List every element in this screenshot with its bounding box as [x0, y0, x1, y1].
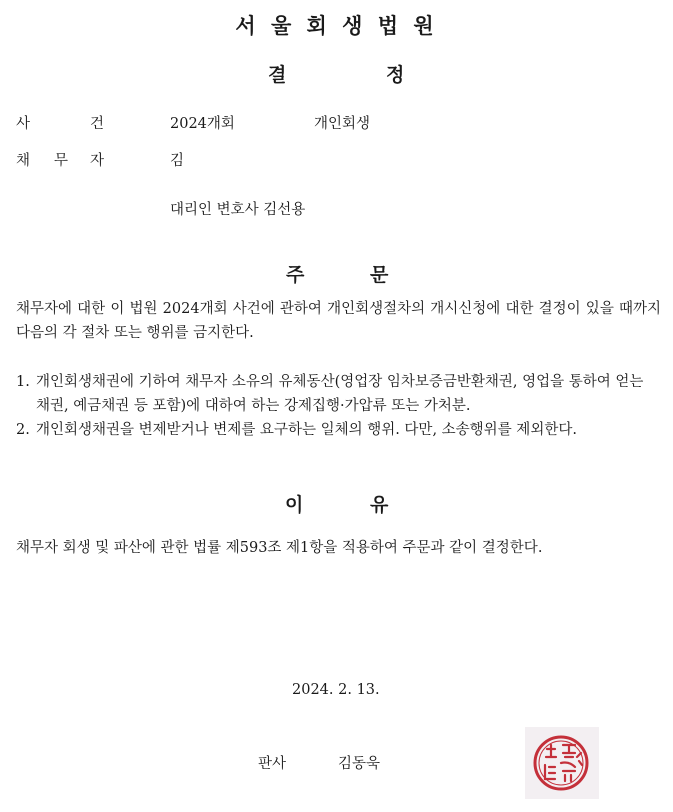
doc-type-char-1: 결	[268, 64, 287, 86]
reason-text: 채무자 회생 및 파산에 관한 법률 제593조 제1항을 적용하여 주문과 같이 결정한다.	[16, 540, 543, 556]
order-intro-text: 채무자에 대한 이 법원 2024개회 사건에 관하여 개인회생절차의 개시신청에 대한 결정이 있을 때까지 다음의 각 절차 또는 행위를 금지한다.	[16, 301, 661, 341]
judge-title: 판사	[258, 756, 287, 772]
order-item-number: 1.	[16, 374, 30, 390]
debtor-label-char-3: 자	[90, 153, 105, 169]
case-label-char-1: 사	[16, 116, 31, 132]
decision-date: 2024. 2. 13.	[292, 682, 380, 698]
case-name: 개인회생	[314, 116, 371, 132]
order-heading-char-1: 주	[286, 264, 305, 286]
doc-type-char-2: 정	[386, 64, 405, 86]
seal-icon	[525, 727, 599, 799]
court-name: 서 울 회 생 법 원	[235, 14, 438, 38]
order-heading-char-2: 문	[370, 264, 389, 286]
order-item	[16, 418, 661, 442]
judge-seal-stamp	[525, 727, 599, 799]
order-item	[16, 370, 661, 418]
order-item-text: 개인회생채권을 변제받거나 변제를 요구하는 일체의 행위. 다만, 소송행위를 제외한다.	[36, 422, 577, 438]
order-item-list	[16, 370, 661, 442]
order-item-text: 개인회생채권에 기하여 채무자 소유의 유체동산(영업장 임차보증금반환채권, 영업을 통하여 얻는 채권, 예금채권 등 포함)에 대하여 하는 강제집행·가압류 또는 가처분.	[36, 374, 644, 414]
case-number: 2024개회	[170, 116, 235, 132]
order-item-number: 2.	[16, 422, 30, 438]
reason-heading-char-1: 이	[285, 494, 304, 516]
debtor-label-char-2: 무	[54, 153, 69, 169]
debtor-label-char-1: 채	[16, 153, 31, 169]
reason-heading-char-2: 유	[370, 494, 389, 516]
legal-agent: 대리인 변호사 김선용	[170, 202, 306, 218]
judge-name: 김동욱	[338, 756, 381, 772]
case-label-char-2: 건	[90, 116, 105, 132]
debtor-name: 김	[170, 153, 185, 169]
